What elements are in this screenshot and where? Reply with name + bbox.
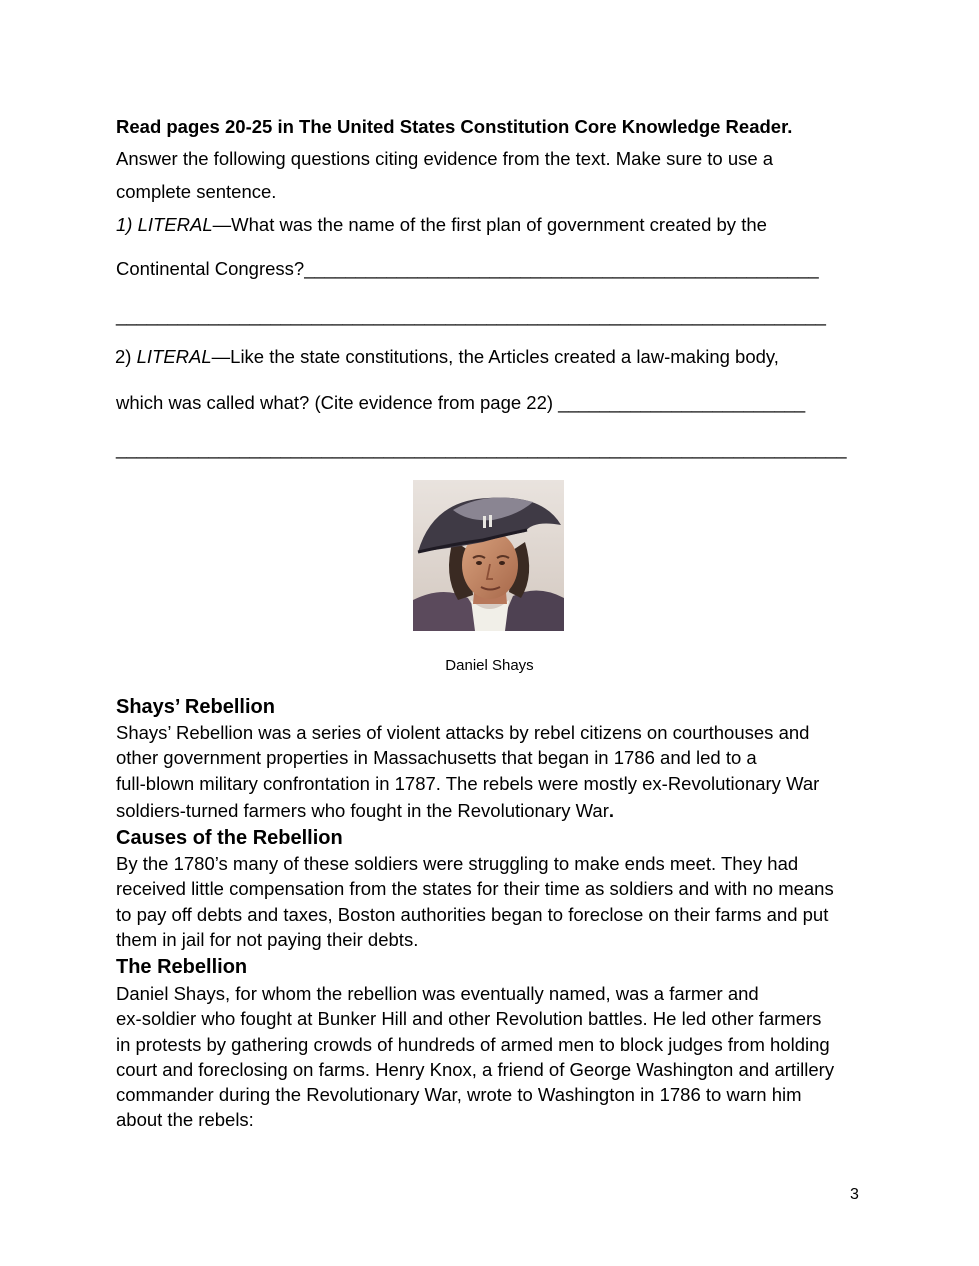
- section-heading: Shays’ Rebellion: [116, 696, 275, 718]
- paragraph-line: received little compensation from the states for their time as soldiers and with no means: [116, 878, 834, 900]
- answer-blank-2a[interactable]: ________________________: [558, 392, 806, 413]
- question-2-text: —Like the state constitutions, the Articles created a law-making body,: [211, 346, 779, 367]
- instructions-line: complete sentence.: [116, 181, 277, 202]
- paragraph-line: Daniel Shays, for whom the rebellion was eventually named, was a farmer and: [116, 983, 759, 1004]
- paragraph-line: other government properties in Massachusetts that began in 1786 and led to a: [116, 747, 757, 769]
- paragraph-line: about the rebels:: [116, 1109, 254, 1131]
- daniel-shays-portrait: [413, 480, 564, 631]
- answer-blank-1a[interactable]: __________________________________________________: [304, 258, 819, 279]
- paragraph-line: full-blown military confrontation in 1787. The rebels were mostly ex-Revolutionary War: [116, 772, 820, 794]
- answer-blank-1b[interactable]: _____________________________________________________________________: [116, 305, 826, 326]
- paragraph-end-mark: .: [608, 799, 615, 821]
- paragraph-line: By the 1780’s many of these soldiers were struggling to make ends meet. They had: [116, 853, 799, 874]
- section-body: [116, 851, 876, 952]
- section-heading: The Rebellion: [116, 956, 248, 978]
- paragraph-line: court and foreclosing on farms. Henry Knox, a friend of George Washington and artillery: [116, 1058, 835, 1080]
- paragraph-line: in protests by gathering crowds of hundreds of armed men to block judges from holding: [116, 1033, 830, 1055]
- answer-blank-2b[interactable]: _______________________________________________________________________: [116, 438, 847, 459]
- question-2: [115, 346, 779, 368]
- instructions-heading: Read pages 20-25 in The United States Constitution Core Knowledge Reader.: [116, 116, 793, 137]
- paragraph-line: [116, 798, 876, 823]
- question-1: [116, 214, 767, 236]
- section-body: [116, 720, 876, 823]
- paragraph-line: commander during the Revolutionary War, wrote to Washington in 1786 to warn him: [116, 1084, 802, 1106]
- question-1-cont: [116, 258, 819, 280]
- question-2-lead: 2): [115, 346, 137, 367]
- paragraph-line: them in jail for not paying their debts.: [116, 928, 419, 950]
- question-2-cont: [116, 392, 805, 414]
- paragraph-line-text: soldiers-turned farmers who fought in the Revolutionary War: [116, 799, 609, 821]
- question-1-text: —What was the name of the first plan of government created by the: [212, 214, 767, 235]
- section-body: [116, 981, 876, 1133]
- question-2-text-cont: which was called what? (Cite evidence from page 22): [116, 392, 559, 413]
- question-2-prefix: LITERAL: [136, 346, 212, 367]
- instructions-line: Answer the following questions citing evidence from the text. Make sure to use a: [116, 148, 774, 169]
- image-caption: Daniel Shays: [445, 657, 534, 674]
- paragraph-line: Shays’ Rebellion was a series of violent attacks by rebel citizens on courthouses and: [116, 722, 810, 743]
- paragraph-line: ex-soldier who fought at Bunker Hill and other Revolution battles. He led other farmers: [116, 1008, 822, 1030]
- section-heading: Causes of the Rebellion: [116, 827, 343, 849]
- paragraph-line: to pay off debts and taxes, Boston authorities began to foreclose on their farms and put: [116, 903, 829, 925]
- question-1-text-cont: Continental Congress?: [116, 258, 305, 279]
- question-1-prefix: 1) LITERAL: [116, 214, 213, 235]
- page-number: 3: [850, 1186, 859, 1203]
